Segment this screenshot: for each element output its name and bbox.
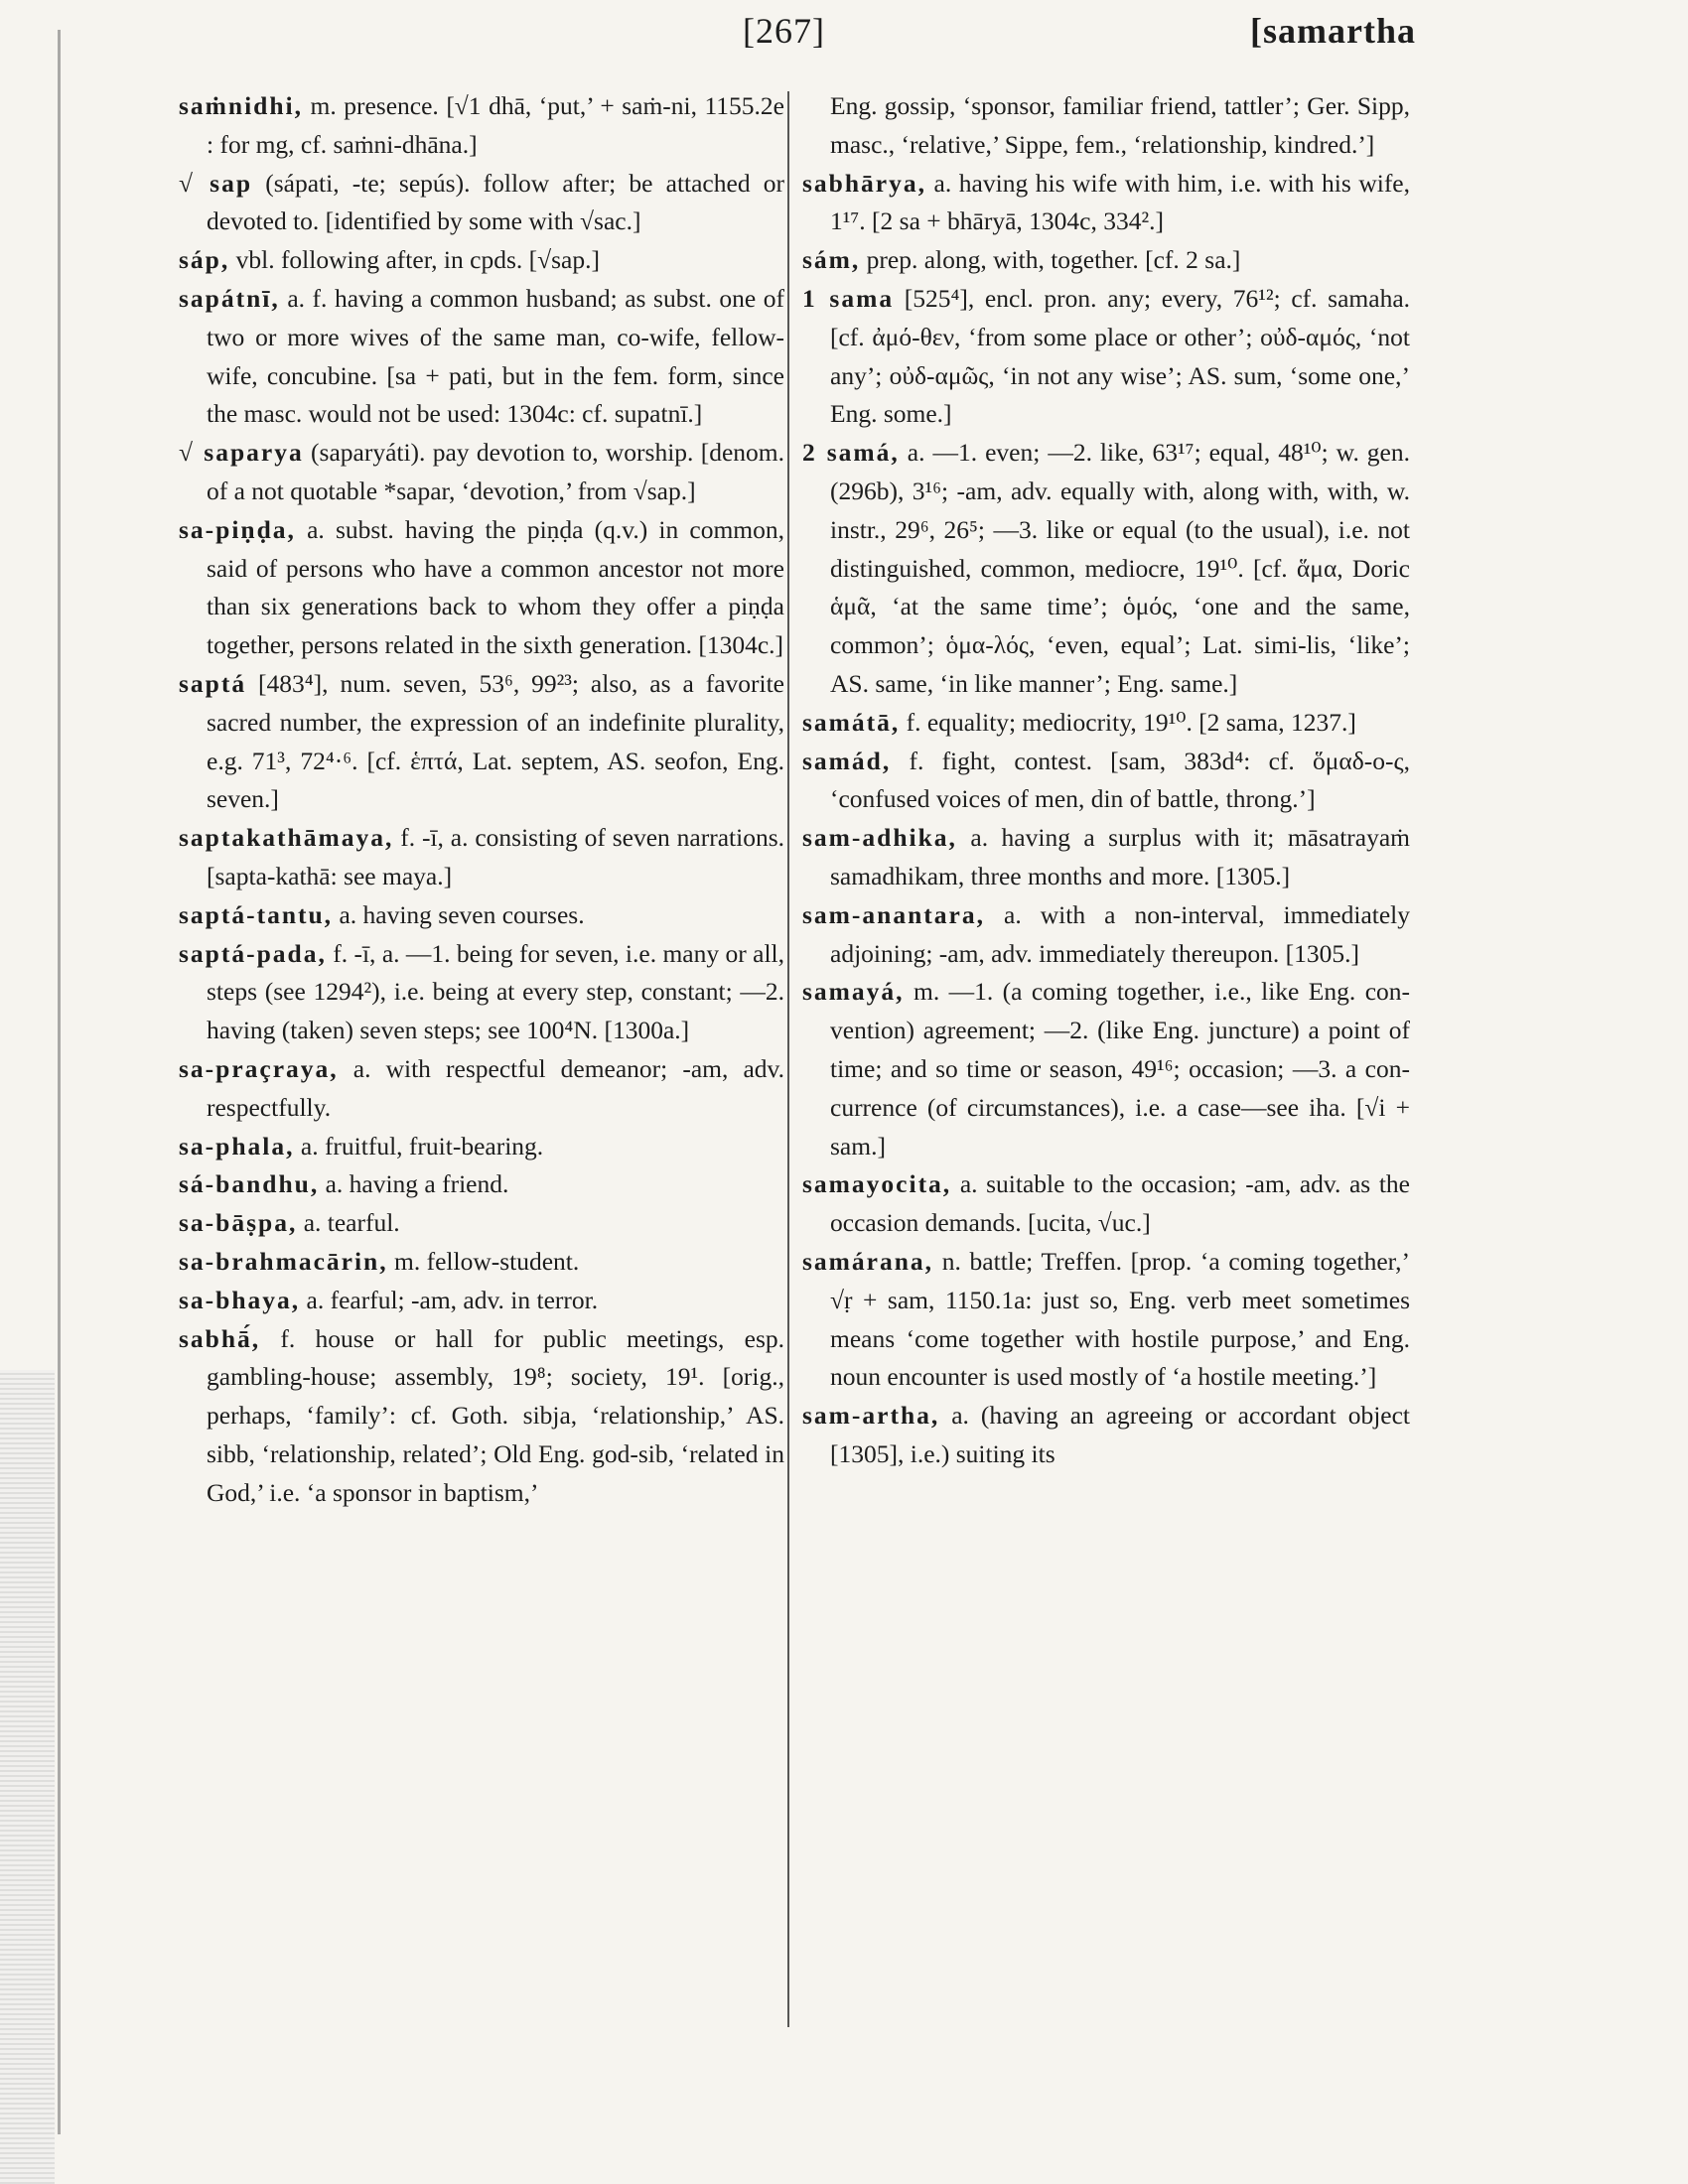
entry-headword: sa-bāṣpa,	[179, 1208, 298, 1238]
entry-headword: saṁnidhi,	[179, 91, 304, 120]
entry-definition: a. fruitful, fruit-bearing.	[300, 1131, 544, 1160]
entry-definition: a. having a friend.	[325, 1169, 509, 1199]
entry-definition: a. with respectful demeanor; -am, adv. respectfully.	[207, 1053, 785, 1122]
entry-headword: samayá,	[802, 977, 905, 1007]
entry-headword: sam-artha,	[802, 1401, 940, 1431]
entry-definition: m. —1. (a coming together, i.e., like Eng. con-vention) agreement; —2. (like Eng. juncture) a point of time; and so time or season, 49¹⁶; occasion; —3. a con-currence (of circumstances), i.e. a case—see iha. [√i + sam.]	[830, 977, 1411, 1160]
entry-headword: samayocita,	[802, 1169, 952, 1199]
entry-definition: a. tearful.	[303, 1208, 400, 1238]
entry-definition: [525⁴], encl. pron. any; every, 76¹²; cf. samaha. [cf. ἀμό-θεν, ‘from some place or other’; οὐδ-αμός, ‘not any’; οὐδ-αμῶς, ‘in not any wise’; AS. sum, ‘some one,’ Eng. some.]	[830, 283, 1411, 429]
entry-definition: f. fight, contest. [sam, 383d⁴: cf. ὅμαδ-ο-ς, ‘confused voices of men, din of battle, throng.’]	[830, 746, 1410, 814]
entry-definition: a. (having an agreeing or accordant object [1305], i.e.) suiting its	[830, 1401, 1410, 1468]
entry-headword: 1 sama	[802, 283, 895, 313]
entry-headword: sám,	[802, 245, 861, 275]
entry-headword: saptá	[179, 668, 247, 698]
dictionary-entry	[802, 87, 1410, 165]
page-gutter-line	[58, 30, 61, 2134]
entry-headword: saptakathāmaya,	[179, 823, 394, 853]
dictionary-entry	[179, 819, 784, 896]
dictionary-entry	[179, 1243, 784, 1282]
dictionary-entry	[179, 1282, 784, 1320]
entry-definition: prep. along, with, together. [cf. 2 sa.]	[866, 245, 1241, 275]
entry-definition: a. —1. even; —2. like, 63¹⁷; equal, 48¹⁰; w. gen. (296b), 3¹⁶; -am, adv. equally with, along with, with, w. instr., 29⁶, 26⁵; —3. like or equal (to the usual), i.e. not distinguished, common, mediocre, 19¹⁰. [cf. ἅμα, Doric ἁμᾶ, ‘at the same time’; ὁμός, ‘one and the same, common’; ὁμα-λός, ‘even, equal’; Lat. simi-lis, ‘like’; AS. same, ‘in like manner’; Eng. same.]	[830, 438, 1411, 698]
entry-definition: f. house or hall for public meetings, esp. gambling-house; assembly, 19⁸; society, 19¹. [orig., perhaps, ‘family’: cf. Goth. sibja, ‘relationship,’ AS. sibb, ‘relationship, related’; Old Eng. god-sib, ‘related in God,’ i.e. ‘a sponsor in baptism,’	[207, 1323, 784, 1507]
entry-headword: saptá-tantu,	[179, 899, 334, 929]
entry-headword: samárana,	[802, 1246, 934, 1276]
entry-definition: (sápati, -te; sepús). follow after; be attached or devoted to. [identified by some with √sac.]	[207, 168, 784, 236]
entry-definition: Eng. gossip, ‘sponsor, familiar friend, tattler’; Ger. Sipp, masc., ‘relative,’ Sippe, fem., ‘relationship, kindred.’]	[830, 91, 1410, 159]
page-number: [267]	[743, 11, 825, 51]
entry-definition: a. with a non-interval, immediately adjoining; -am, adv. immediately thereupon. [1305.]	[830, 899, 1410, 968]
entry-definition: a. f. having a common husband; as subst. one of two or more wives of the same man, co-wife, fellow-wife, concubine. [sa + pati, but in the fem. form, since the masc. would not be used: 1304c: cf. supatnī.]	[207, 283, 785, 429]
entry-headword: saptá-pada,	[179, 938, 327, 968]
entry-headword: sa-bhaya,	[179, 1285, 301, 1314]
dictionary-entry	[179, 511, 784, 665]
entry-definition: a. subst. having the piṇḍa (q.v.) in common, said of persons who have a common ancestor not more than six generations back to whom they offer a piṇḍa together, persons related in the sixth generation. [1304c.]	[207, 514, 785, 660]
entry-headword: sa-phala,	[179, 1131, 295, 1160]
dictionary-entry	[802, 1397, 1410, 1474]
entry-definition: vbl. following after, in cpds. [√sap.]	[235, 245, 600, 275]
entry-definition: n. battle; Treffen. [prop. ‘a coming together,’ √ṛ + sam, 1150.1a: just so, Eng. verb meet sometimes means ‘come together with hostile purpose,’ and Eng. noun encounter is used mostly of ‘a hostile meeting.’]	[830, 1246, 1410, 1392]
entry-headword: samátā,	[802, 707, 901, 737]
dictionary-entry	[179, 1050, 784, 1128]
entry-headword: √ sap	[179, 168, 253, 198]
dictionary-entry	[179, 1165, 784, 1204]
entry-definition: a. having seven courses.	[339, 899, 585, 929]
dictionary-entry	[179, 1128, 784, 1166]
dictionary-entry	[802, 241, 1410, 280]
entry-definition: (saparyáti). pay devotion to, worship. [denom. of a not quotable *sapar, ‘devotion,’ from √sap.]	[207, 438, 784, 505]
running-head: [samartha	[1250, 11, 1416, 51]
dictionary-entry	[179, 935, 784, 1050]
left-column	[179, 87, 784, 1512]
entry-definition: m. presence. [√1 dhā, ‘put,’ + saṁ-ni, 1155.2e : for mg, cf. saṁni-dhāna.]	[207, 91, 784, 159]
entry-headword: √ saparya	[179, 438, 304, 468]
entry-definition: f. -ī, a. consisting of seven narrations. [sapta-kathā: see maya.]	[207, 823, 784, 890]
entry-definition: f. equality; mediocrity, 19¹⁰. [2 sama, 1237.]	[906, 707, 1356, 737]
entry-definition: a. having a surplus with it; māsatrayaṁ samadhikam, three months and more. [1305.]	[830, 823, 1411, 890]
right-column	[802, 87, 1410, 1474]
entry-headword: sá-bandhu,	[179, 1169, 320, 1199]
entry-headword: sáp,	[179, 245, 230, 275]
dictionary-entry	[179, 165, 784, 242]
entry-definition: f. -ī, a. —1. being for seven, i.e. many or all, steps (see 1294²), i.e. being at every step, constant; —2. having (taken) seven steps; see 100⁴N. [1300a.]	[207, 938, 784, 1045]
dictionary-entry	[179, 241, 784, 280]
page-gutter-shade	[0, 1370, 55, 2184]
entry-definition: a. suitable to the occasion; -am, adv. as the occasion demands. [ucita, √uc.]	[830, 1169, 1411, 1238]
dictionary-entry	[802, 165, 1410, 242]
dictionary-entry	[802, 1165, 1410, 1243]
dictionary-entry	[802, 743, 1410, 820]
entry-headword: sabhā́,	[179, 1323, 261, 1353]
entry-headword: sam-anantara,	[802, 899, 985, 929]
dictionary-entry	[802, 896, 1410, 974]
dictionary-entry	[802, 973, 1410, 1165]
entry-headword: sapátnī,	[179, 283, 280, 313]
entry-headword: sa-praçraya,	[179, 1053, 339, 1083]
page-header	[0, 6, 1688, 56]
dictionary-entry	[179, 434, 784, 511]
dictionary-entry	[179, 280, 784, 434]
entry-headword: 2 samá,	[802, 438, 900, 468]
dictionary-entry	[802, 819, 1410, 896]
column-divider	[787, 91, 789, 2027]
entry-headword: sa-brahmacārin,	[179, 1246, 388, 1276]
dictionary-entry	[179, 896, 784, 935]
dictionary-entry	[179, 1320, 784, 1513]
entry-headword: sa-piṇḍa,	[179, 514, 296, 544]
dictionary-entry	[802, 280, 1410, 434]
entry-definition: a. fearful; -am, adv. in terror.	[306, 1285, 599, 1314]
entry-headword: sam-adhika,	[802, 823, 957, 853]
entry-definition: [483⁴], num. seven, 53⁶, 99²³; also, as a favorite sacred number, the expression of an indefinite plurality, e.g. 71³, 72⁴·⁶. [cf. ἑπτά, Lat. septem, AS. seofon, Eng. seven.]	[207, 668, 784, 814]
dictionary-entry	[179, 1204, 784, 1243]
entry-headword: sabhārya,	[802, 168, 926, 198]
entry-definition: a. having his wife with him, i.e. with his wife, 1¹⁷. [2 sa + bhāryā, 1304c, 334².]	[830, 168, 1410, 236]
dictionary-entry	[179, 87, 784, 165]
dictionary-entry	[802, 1243, 1410, 1397]
dictionary-entry	[802, 434, 1410, 704]
dictionary-entry	[802, 704, 1410, 743]
entry-definition: m. fellow-student.	[394, 1246, 580, 1276]
dictionary-entry	[179, 665, 784, 819]
entry-headword: samád,	[802, 746, 892, 775]
